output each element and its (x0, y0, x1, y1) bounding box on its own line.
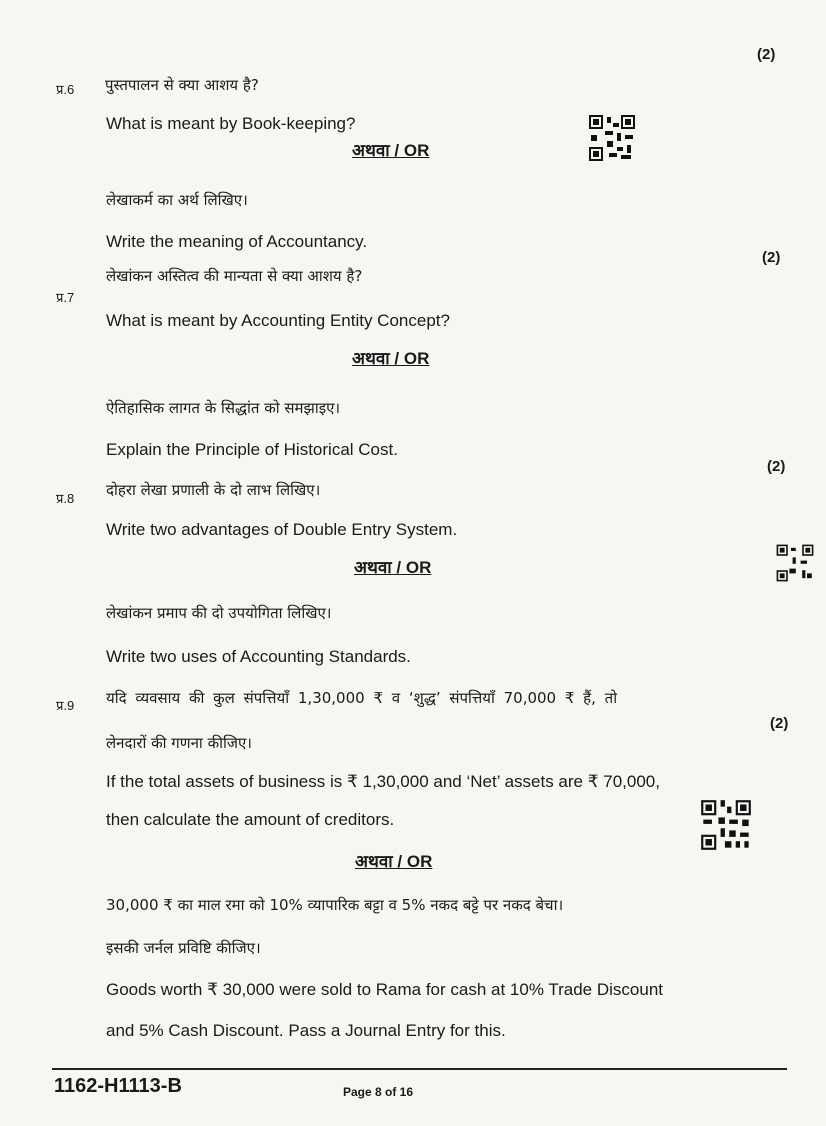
qr-code-icon (699, 797, 753, 853)
q9-hindi-line-2: लेनदारों की गणना कीजिए। (106, 734, 252, 752)
q9-english-line-2: then calculate the amount of creditors. (106, 810, 395, 829)
marks-q9: (2) (770, 715, 789, 732)
q9-alt-english-line-2: and 5% Cash Discount. Pass a Journal Entry for this. (106, 1021, 506, 1040)
q9-english-line-1: If the total assets of business is ₹ 1,30,000 and ‘Net’ assets are ₹ 70,000, (106, 772, 660, 791)
question-number-7: प्र.7 (56, 290, 75, 305)
page-number: Page 8 of 16 (343, 1085, 414, 1099)
q8-alt-english: Write two uses of Accounting Standards. (106, 647, 411, 666)
q9-or-separator: अथवा / OR (355, 852, 433, 871)
footer-divider (52, 1068, 787, 1070)
q8-hindi: दोहरा लेखा प्रणाली के दो लाभ लिखिए। (106, 481, 321, 499)
q8-english: Write two advantages of Double Entry System. (106, 520, 458, 539)
q7-alt-english: Explain the Principle of Historical Cost. (106, 440, 398, 459)
q6-alt-hindi: लेखाकर्म का अर्थ लिखिए। (106, 191, 248, 209)
q6-english: What is meant by Book-keeping? (106, 114, 356, 133)
q6-alt-english: Write the meaning of Accountancy. (106, 232, 368, 251)
q9-alt-hindi-line-2: इसकी जर्नल प्रविष्टि कीजिए। (106, 939, 261, 957)
paper-code: 1162-H1113-B (54, 1075, 182, 1097)
q7-hindi: लेखांकन अस्तित्व की मान्यता से क्या आशय है? (106, 267, 363, 285)
q9-hindi-line-1: यदि व्यवसाय की कुल संपत्तियाँ 1,30,000 ₹ व ‘शुद्ध’ संपत्तियाँ 70,000 ₹ हैं, तो (106, 689, 618, 707)
q6-or-separator: अथवा / OR (352, 141, 430, 160)
question-number-8: प्र.8 (56, 491, 75, 506)
qr-code-icon (775, 543, 815, 583)
marks-q7: (2) (762, 249, 781, 266)
q7-english: What is meant by Accounting Entity Concept? (106, 311, 450, 330)
q8-alt-hindi: लेखांकन प्रमाप की दो उपयोगिता लिखिए। (106, 604, 332, 622)
marks-q6: (2) (757, 46, 776, 63)
question-number-9: प्र.9 (56, 698, 75, 713)
q9-alt-hindi-line-1: 30,000 ₹ का माल रमा को 10% व्यापारिक बट्टा व 5% नकद बट्टे पर नकद बेचा। (106, 896, 564, 914)
question-number-6: प्र.6 (56, 82, 75, 97)
q7-alt-hindi: ऐतिहासिक लागत के सिद्धांत को समझाइए। (106, 399, 341, 417)
marks-q8: (2) (767, 458, 786, 475)
qr-code-icon (587, 112, 637, 164)
q6-hindi: पुस्तपालन से क्या आशय है? (105, 76, 259, 94)
q7-or-separator: अथवा / OR (352, 349, 430, 368)
q8-or-separator: अथवा / OR (354, 558, 432, 577)
q9-alt-english-line-1: Goods worth ₹ 30,000 were sold to Rama for cash at 10% Trade Discount (106, 980, 663, 999)
